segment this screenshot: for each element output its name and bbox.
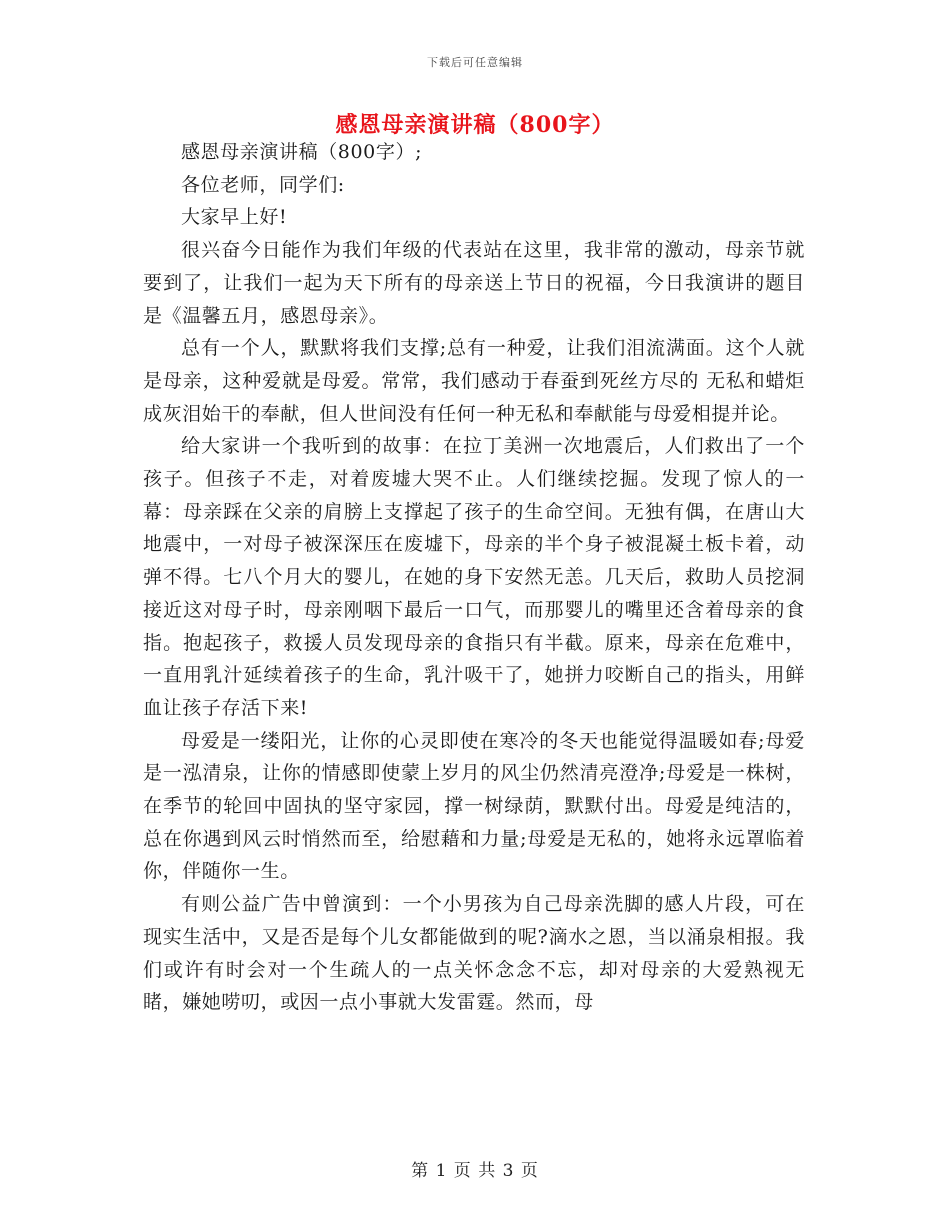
paragraph-salutation: 各位老师，同学们: xyxy=(181,173,345,196)
header-note: 下载后可任意编辑 xyxy=(427,56,523,69)
document-title: 感恩母亲演讲稿（800字） xyxy=(335,112,615,138)
paragraph-intro: 很兴奋今日能作为我们年级的代表站在这里，我非常的激动，母亲节就要到了，让我们一起为天下所有的母亲送上节日的祝福，今日我演讲的题目是《温馨五月，感恩母亲》。 xyxy=(143,239,805,327)
paragraph-story: 给大家讲一个我听到的故事：在拉丁美洲一次地震后，人们救出了一个孩子。但孩子不走，对着废墟大哭不止。人们继续挖掘。发现了惊人的一幕：母亲踩在父亲的肩膀上支撑起了孩子的生命空间。无独有偶，在唐山大地震中，一对母子被深深压在废墟下，母亲的半个身子被混凝土板卡着，动弹不得。七八个月大的婴儿，在她的身下安然无恙。几天后，救助人员挖洞接近这对母子时，母亲刚咽下最后一口气，而那婴儿的嘴里还含着母亲的食指。抱起孩子，救援人员发现母亲的食指只有半截。原来，母亲在危难中，一直用乳汁延续着孩子的生命，乳汁吸干了，她拼力咬断自己的指头，用鲜血让孩子存活下来! xyxy=(143,435,805,719)
paragraph-mother-love: 总有一个人，默默将我们支撑;总有一种爱，让我们泪流满面。这个人就是母亲，这种爱就是母爱。常常，我们感动于春蚕到死丝方尽的 无私和蜡炬成灰泪始干的奉献，但人世间没有任何一种无私和奉献能与母爱相提并论。 xyxy=(143,337,805,425)
paragraph-greeting: 大家早上好! xyxy=(181,206,288,229)
document-body xyxy=(143,136,805,1019)
paragraph-advertisement: 有则公益广告中曾演到：一个小男孩为自己母亲洗脚的感人片段，可在现实生活中，又是否是每个儿女都能做到的呢?滴水之恩，当以涌泉相报。我们或许有时会对一个生疏人的一点关怀念念不忘，却对母亲的大爱熟视无睹，嫌她唠叨，或因一点小事就大发雷霆。然而，母 xyxy=(143,893,805,1014)
page-number: 第 1 页 共 3 页 xyxy=(411,1161,539,1181)
paragraph-metaphor: 母爱是一缕阳光，让你的心灵即使在寒冷的冬天也能觉得温暖如春;母爱是一泓清泉，让你的情感即使蒙上岁月的风尘仍然清亮澄净;母爱是一株树，在季节的轮回中固执的坚守家园，撑一树绿荫，默默付出。母爱是纯洁的，总在你遇到风云时悄然而至，给慰藉和力量;母爱是无私的，她将永远罩临着你，伴随你一生。 xyxy=(143,729,805,883)
paragraph-subtitle: 感恩母亲演讲稿（800字）; xyxy=(181,141,423,163)
